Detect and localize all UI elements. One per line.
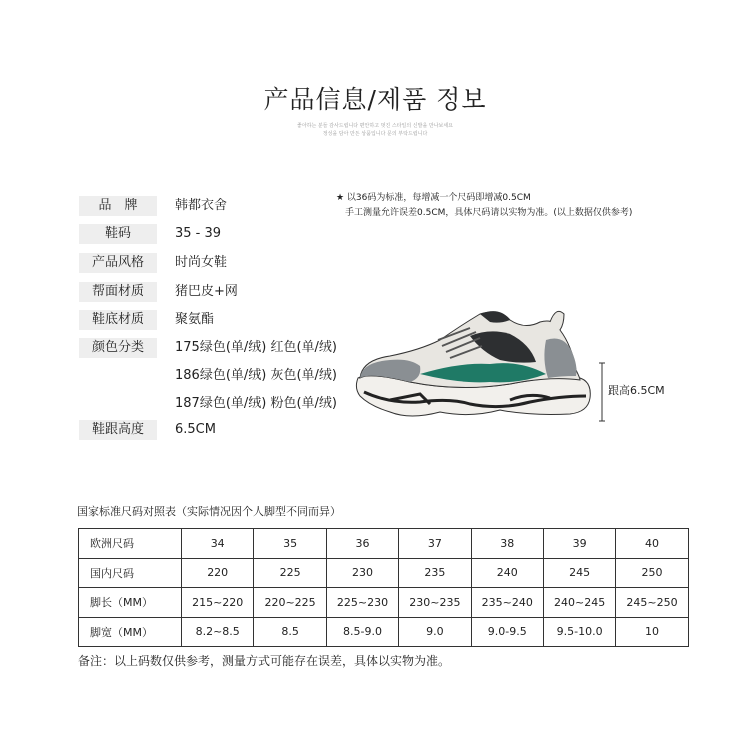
table-cell: 250 — [616, 558, 688, 588]
table-cell: 245~250 — [616, 588, 688, 618]
table-cell: 40 — [616, 529, 688, 559]
spec-value: 聚氨酯 — [175, 312, 215, 327]
spec-value: 猪巴皮+网 — [175, 284, 238, 299]
table-cell: 220 — [182, 558, 254, 588]
spec-label: 品 牌 — [79, 196, 157, 216]
size-chart-title: 国家标准尺码对照表（实际情况因个人脚型不同而异） — [77, 505, 341, 518]
spec-label: 鞋码 — [79, 224, 157, 244]
footnote: 备注：以上码数仅供参考，测量方式可能存在误差，具体以实物为准。 — [78, 654, 451, 668]
subtitle-line: 정성을 담아 만든 상품입니다 문의 부탁드립니다 — [322, 131, 428, 137]
table-cell: 225~230 — [326, 588, 398, 618]
spec-label: 鞋底材质 — [79, 310, 157, 330]
table-cell: 235 — [399, 558, 471, 588]
spec-value: 6.5CM — [175, 422, 216, 437]
table-row — [79, 529, 689, 559]
table-cell: 220~225 — [254, 588, 326, 618]
table-cell: 225 — [254, 558, 326, 588]
size-chart-table — [78, 528, 689, 647]
table-cell: 37 — [399, 529, 471, 559]
subtitle-line: 좋아하는 분들 감사드립니다 편안하고 멋진 스타일의 신발을 만나보세요 — [296, 123, 454, 129]
table-cell: 215~220 — [182, 588, 254, 618]
spec-value: 时尚女鞋 — [175, 255, 228, 270]
spec-label: 帮面材质 — [79, 282, 157, 302]
table-cell: 8.5-9.0 — [326, 617, 398, 647]
row-header: 欧洲尺码 — [79, 529, 182, 559]
table-cell: 36 — [326, 529, 398, 559]
color-option-line: 186绿色(单/绒) 灰色(单/绒) — [175, 368, 337, 383]
heel-height-label: 跟高6.5CM — [608, 384, 665, 397]
table-cell: 240 — [471, 558, 543, 588]
table-cell: 9.5-10.0 — [543, 617, 615, 647]
page-title: 产品信息/제품 정보 — [263, 85, 487, 114]
row-header: 脚长（MM） — [79, 588, 182, 618]
spec-value: 35 - 39 — [175, 226, 222, 241]
table-cell: 35 — [254, 529, 326, 559]
subtitle — [250, 122, 500, 138]
row-header: 脚宽（MM） — [79, 617, 182, 647]
height-marker — [598, 362, 606, 422]
row-header: 国内尺码 — [79, 558, 182, 588]
table-cell: 230~235 — [399, 588, 471, 618]
measure-note: 手工测量允许误差0.5CM，具体尺码请以实物为准。(以上数据仅供参考) — [345, 208, 633, 218]
table-cell: 8.2~8.5 — [182, 617, 254, 647]
spec-label: 颜色分类 — [79, 338, 157, 358]
spec-value: 175绿色(单/绒) 红色(单/绒) — [175, 340, 337, 355]
table-cell: 10 — [616, 617, 688, 647]
table-cell: 34 — [182, 529, 254, 559]
color-option-line: 187绿色(单/绒) 粉色(单/绒) — [175, 396, 337, 411]
table-cell: 38 — [471, 529, 543, 559]
spec-label: 鞋跟高度 — [79, 420, 157, 440]
table-cell: 39 — [543, 529, 615, 559]
table-cell: 240~245 — [543, 588, 615, 618]
table-cell: 8.5 — [254, 617, 326, 647]
table-cell: 9.0 — [399, 617, 471, 647]
sneaker-image — [350, 300, 595, 425]
table-cell: 235~240 — [471, 588, 543, 618]
table-cell: 230 — [326, 558, 398, 588]
spec-label: 产品风格 — [79, 253, 157, 273]
size-note: ★ 以36码为标准，每增减一个尺码即增减0.5CM — [336, 193, 531, 203]
table-row — [79, 617, 689, 647]
table-row — [79, 588, 689, 618]
table-row — [79, 558, 689, 588]
table-cell: 245 — [543, 558, 615, 588]
spec-value: 韩都衣舍 — [175, 198, 228, 213]
table-cell: 9.0-9.5 — [471, 617, 543, 647]
